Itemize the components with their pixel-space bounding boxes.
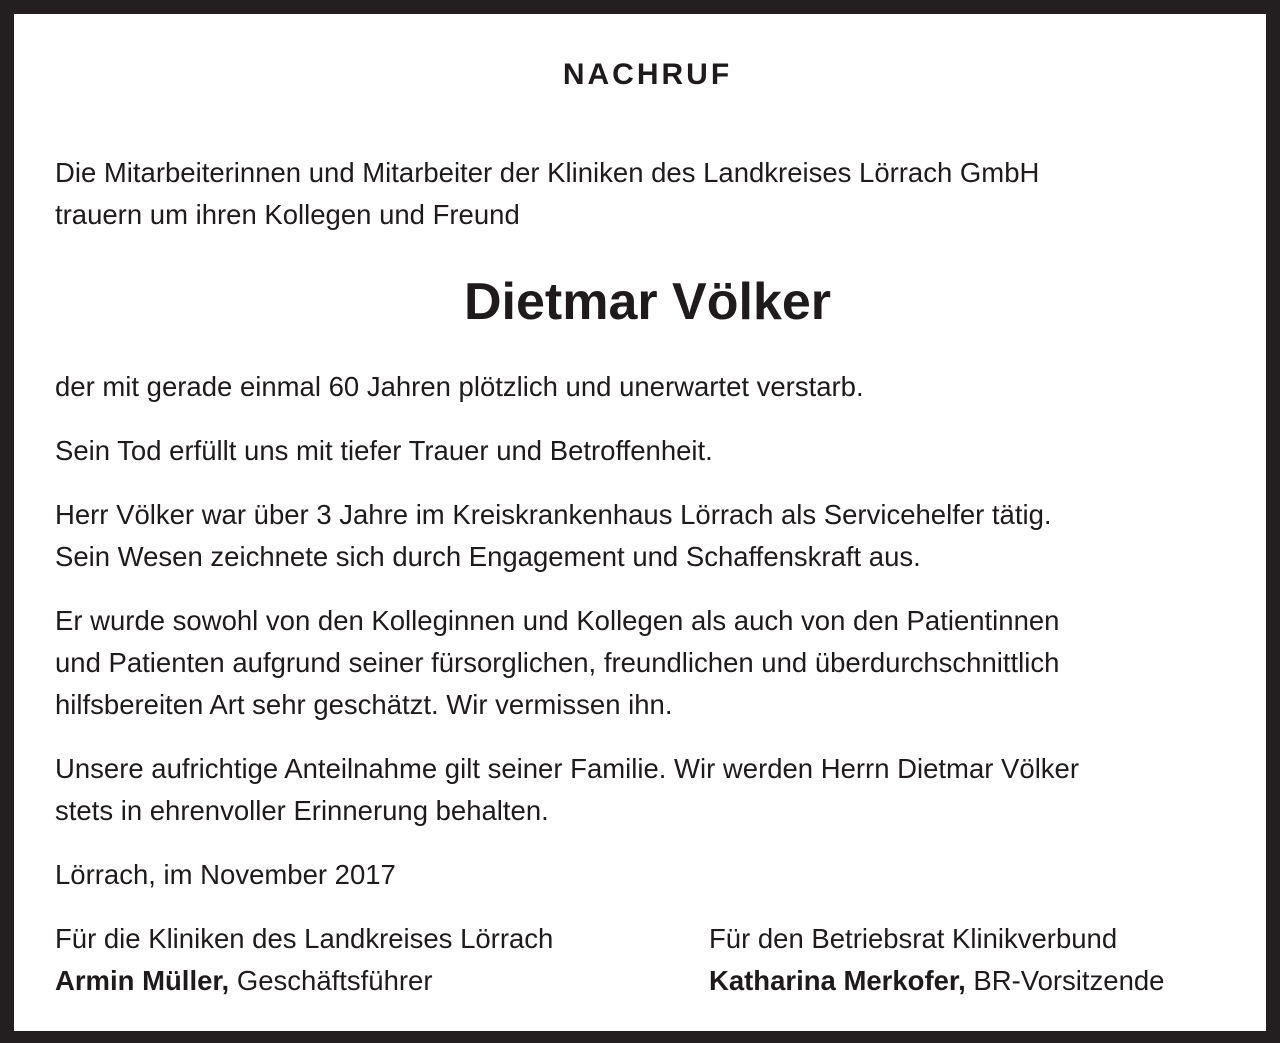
paragraph-appreciation bbox=[55, 600, 1240, 726]
signature-left bbox=[55, 918, 553, 1002]
signature-name-line bbox=[55, 960, 553, 1002]
signature-name: Armin Müller, bbox=[55, 965, 230, 996]
paragraph-line: Herr Völker war über 3 Jahre im Kreiskrankenhaus Lörrach als Servicehelfer tätig. bbox=[55, 499, 1052, 530]
signature-organization: Für die Kliniken des Landkreises Lörrach bbox=[55, 923, 554, 954]
signature-organization: Für den Betriebsrat Klinikverbund bbox=[709, 923, 1118, 954]
paragraph-condolence bbox=[55, 748, 1240, 832]
paragraph-line: Er wurde sowohl von den Kolleginnen und Kollegen als auch von den Patientinnen bbox=[55, 605, 1060, 636]
intro-line: Die Mitarbeiterinnen und Mitarbeiter der Kliniken des Landkreises Lörrach GmbH bbox=[55, 157, 1040, 188]
paragraph-line: stets in ehrenvoller Erinnerung behalten. bbox=[55, 795, 549, 826]
paragraph-line: hilfsbereiten Art sehr geschätzt. Wir vermissen ihn. bbox=[55, 689, 673, 720]
signature-right bbox=[709, 918, 1164, 1002]
signature-role: BR-Vorsitzende bbox=[965, 965, 1165, 996]
paragraph-line: der mit gerade einmal 60 Jahren plötzlich und unerwartet verstarb. bbox=[55, 371, 864, 402]
place-date: Lörrach, im November 2017 bbox=[55, 859, 396, 890]
paragraph-age bbox=[55, 366, 1240, 408]
signature-name: Katharina Merkofer, bbox=[709, 965, 966, 996]
paragraph-line: und Patienten aufgrund seiner fürsorglichen, freundlichen und überdurchschnittlich bbox=[55, 647, 1060, 678]
paragraph-line: Unsere aufrichtige Anteilnahme gilt seiner Familie. Wir werden Herrn Dietmar Völker bbox=[55, 753, 1079, 784]
paragraph-line: Sein Tod erfüllt uns mit tiefer Trauer und Betroffenheit. bbox=[55, 435, 713, 466]
signature-role: Geschäftsführer bbox=[229, 965, 433, 996]
paragraph-grief bbox=[55, 430, 1240, 472]
obituary-heading: NACHRUF bbox=[562, 58, 733, 91]
signature-name-line bbox=[709, 960, 1164, 1002]
paragraph-line: Sein Wesen zeichnete sich durch Engagement und Schaffenskraft aus. bbox=[55, 541, 921, 572]
intro-line: trauern um ihren Kollegen und Freund bbox=[55, 199, 520, 230]
paragraph-service bbox=[55, 494, 1240, 578]
intro-paragraph bbox=[55, 152, 1240, 236]
deceased-name: Dietmar Völker bbox=[463, 273, 832, 331]
